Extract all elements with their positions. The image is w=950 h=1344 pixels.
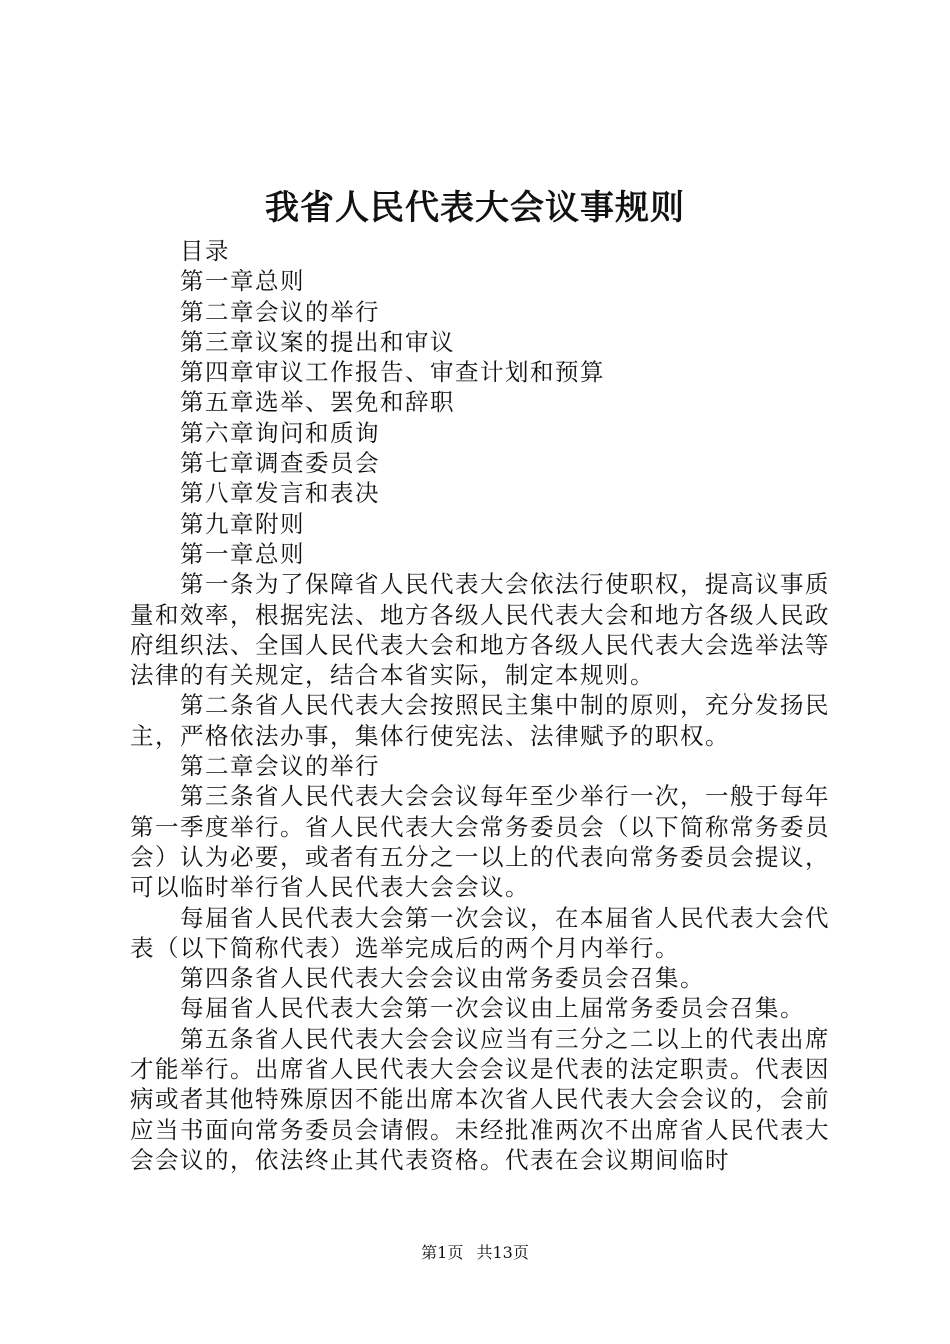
page-total: 共13页 xyxy=(476,1243,529,1262)
toc-item: 第六章询问和质询 xyxy=(180,418,380,447)
toc-item: 第七章调查委员会 xyxy=(180,449,380,478)
page-number: 第1页 xyxy=(421,1243,464,1262)
article-paragraph: 每届省人民代表大会第一次会议由上届常务委员会召集。 xyxy=(180,994,805,1023)
toc-item: 第五章选举、罢免和辞职 xyxy=(180,388,455,417)
article-paragraph: 第四条省人民代表大会会议由常务委员会召集。 xyxy=(180,964,705,993)
toc-item: 第三章议案的提出和审议 xyxy=(180,327,455,356)
chapter-heading: 第二章会议的举行 xyxy=(180,752,380,781)
toc-item: 第二章会议的举行 xyxy=(180,297,380,326)
toc-item: 第一章总则 xyxy=(180,267,305,296)
article-paragraph: 第五条省人民代表大会会议应当有三分之二以上的代表出席才能举行。出席省人民代表大会会议是代表的法定职责。代表因病或者其他特殊原因不能出席本次省人民代表大会会议的，会前应当书面向常务委员会请假。未经批准两次不出席省人民代表大会会议的，依法终止其代表资格。代表在会议期间临时 xyxy=(130,1024,830,1174)
toc-item: 第八章发言和表决 xyxy=(180,479,380,508)
article-paragraph: 每届省人民代表大会第一次会议，在本届省人民代表大会代表（以下简称代表）选举完成后的两个月内举行。 xyxy=(130,903,830,962)
article-paragraph: 第二条省人民代表大会按照民主集中制的原则，充分发扬民主，严格依法办事，集体行使宪法、法律赋予的职权。 xyxy=(130,691,830,750)
article-paragraph: 第一条为了保障省人民代表大会依法行使职权，提高议事质量和效率，根据宪法、地方各级人民代表大会和地方各级人民政府组织法、全国人民代表大会和地方各级人民代表大会选举法等法律的有关规定，结合本省实际，制定本规则。 xyxy=(130,570,830,690)
toc-item: 第九章附则 xyxy=(180,509,305,538)
article-paragraph: 第三条省人民代表大会会议每年至少举行一次，一般于每年第一季度举行。省人民代表大会常务委员会（以下简称常务委员会）认为必要，或者有五分之一以上的代表向常务委员会提议，可以临时举行省人民代表大会会议。 xyxy=(130,782,830,902)
chapter-heading: 第一章总则 xyxy=(180,539,305,568)
page-footer xyxy=(0,1243,950,1263)
document-body xyxy=(130,236,830,1175)
document-title: 我省人民代表大会议事规则 xyxy=(265,188,685,228)
toc-item: 第四章审议工作报告、审查计划和预算 xyxy=(180,358,605,387)
toc-heading: 目录 xyxy=(180,237,230,265)
